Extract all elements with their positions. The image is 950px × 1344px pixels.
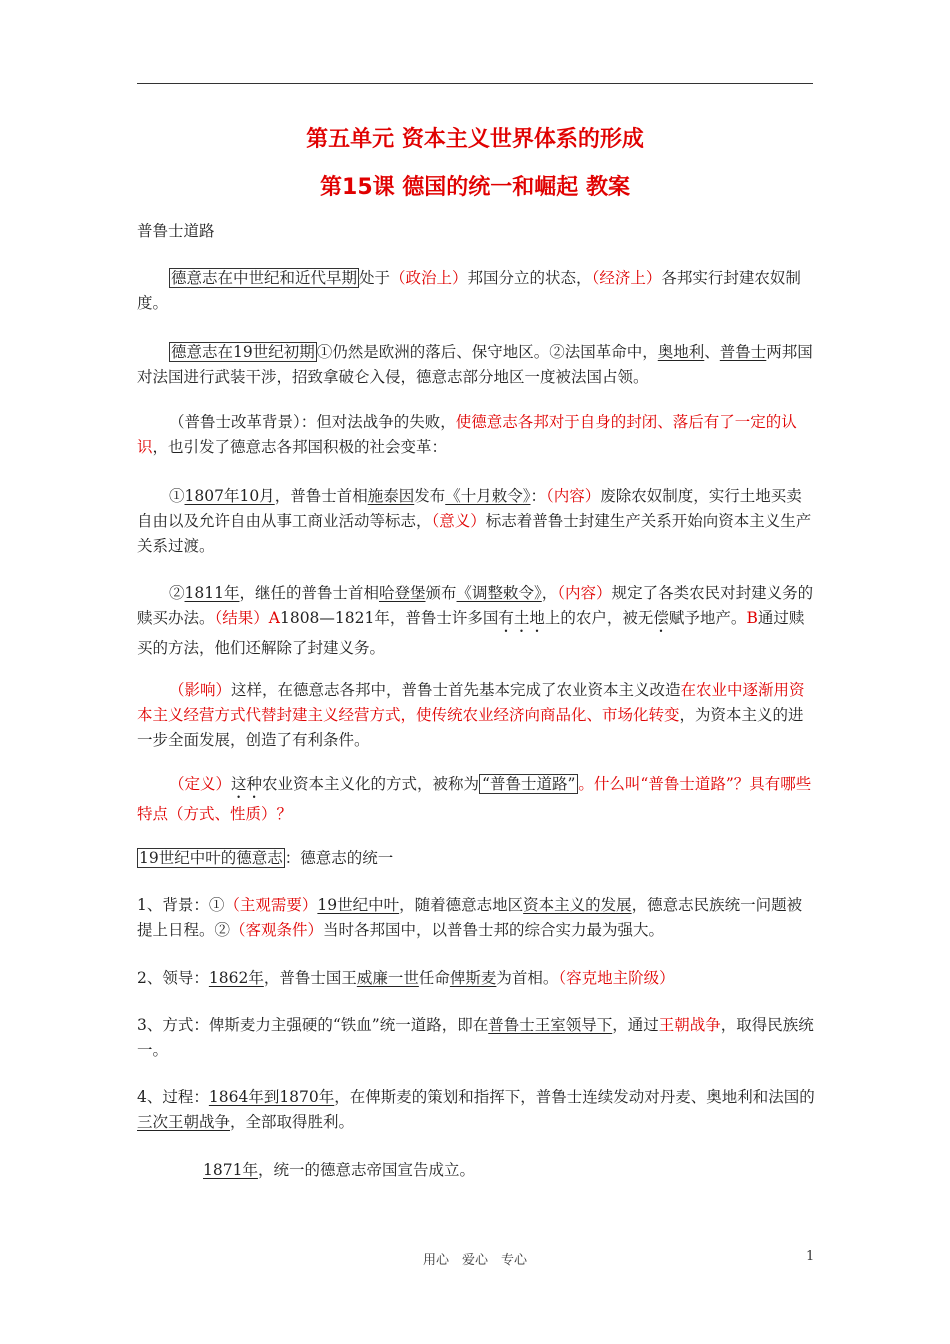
paragraph-adjustment-edict: ②1811年，继任的普鲁士首相哈登堡颁布《调整敕令》，（内容）规定了各类农民对封建义务的赎买办法。（结果）A1808—1821年，普鲁士许多国有土地上的农户，被无偿赋予地产。B通过赎买的方法，他们还解除了封建义务。 (137, 584, 814, 657)
section-heading-unification: 19世纪中叶的德意志 ：德意志的统一 (139, 849, 394, 867)
boxed-term: 德意志在19世纪初期 (171, 343, 315, 361)
list-item-process: 4、过程：1864年到1870年，在俾斯麦的策划和指挥下，普鲁士连续发动对丹麦、奥地利和法国的三次王朝战争，全部取得胜利。 (137, 1088, 815, 1131)
header-rule (137, 83, 813, 84)
section-heading-prussian-road: 普鲁士道路 (137, 222, 215, 240)
paragraph-reform-background: （普鲁士改革背景）：但对法战争的失败，使德意志各邦对于自身的封闭、落后有了一定的认识，也引发了德意志各邦国积极的社会变革： (137, 413, 797, 456)
lesson-title: 第15课 德国的统一和崛起 教案 (320, 175, 630, 200)
list-item-background: 1、背景：①（主观需要）19世纪中叶，随着德意志地区资本主义的发展，德意志民族统一问题被提上日程。②（客观条件）当时各邦国中，以普鲁士邦的综合实力最为强大。 (137, 896, 803, 939)
paragraph-medieval-germany: 德意志在中世纪和近代早期 处于（政治上）邦国分立的状态，（经济上）各邦实行封建农奴制度。 (137, 269, 801, 312)
list-item-method: 3、方式：俾斯麦力主强硬的“铁血”统一道路，即在普鲁士王室领导下，通过王朝战争，取得民族统一。 (137, 1016, 814, 1059)
boxed-term: “普鲁士道路” (479, 774, 578, 794)
list-item-leadership: 2、领导：1862年，普鲁士国王威廉一世任命俾斯麦为首相。（容克地主阶级） (137, 969, 675, 987)
page-number: 1 (806, 1249, 815, 1264)
paragraph-definition: （定义）这种农业资本主义化的方式，被称为 “普鲁士道路” 。什么叫“普鲁士道路”？具有哪些特点（方式、性质）？ (137, 775, 812, 823)
page-title: 第五单元 资本主义世界体系的形成 (306, 127, 644, 152)
boxed-term: 德意志在中世纪和近代早期 (171, 269, 358, 287)
boxed-term: 19世纪中叶的德意志 (139, 849, 283, 867)
paragraph-19th-century-germany: 德意志在19世纪初期 ①仍然是欧洲的落后、保守地区。②法国革命中，奥地利、普鲁士两邦国对法国进行武装干涉，招致拿破仑入侵，德意志部分地区一度被法国占领。 (137, 343, 813, 386)
page-footer: 用心 爱心 专心 (422, 1253, 527, 1268)
paragraph-october-edict: ①1807年10月，普鲁士首相施泰因发布《十月敕令》：（内容）废除农奴制度，实行土地买卖自由以及允许自由从事工商业活动等标志，（意义）标志着普鲁士封建生产关系开始向资本主义生产关系过渡。 (137, 487, 812, 555)
list-item-empire-founded: 1871年，统一的德意志帝国宣告成立。 (203, 1161, 475, 1179)
paragraph-impact: （影响）这样，在德意志各邦中，普鲁士首先基本完成了农业资本主义改造在农业中逐渐用资本主义经营方式代替封建主义经营方式，使传统农业经济向商品化、市场化转变，为资本主义的进一步全面发展，创造了有利条件。 (137, 681, 805, 749)
